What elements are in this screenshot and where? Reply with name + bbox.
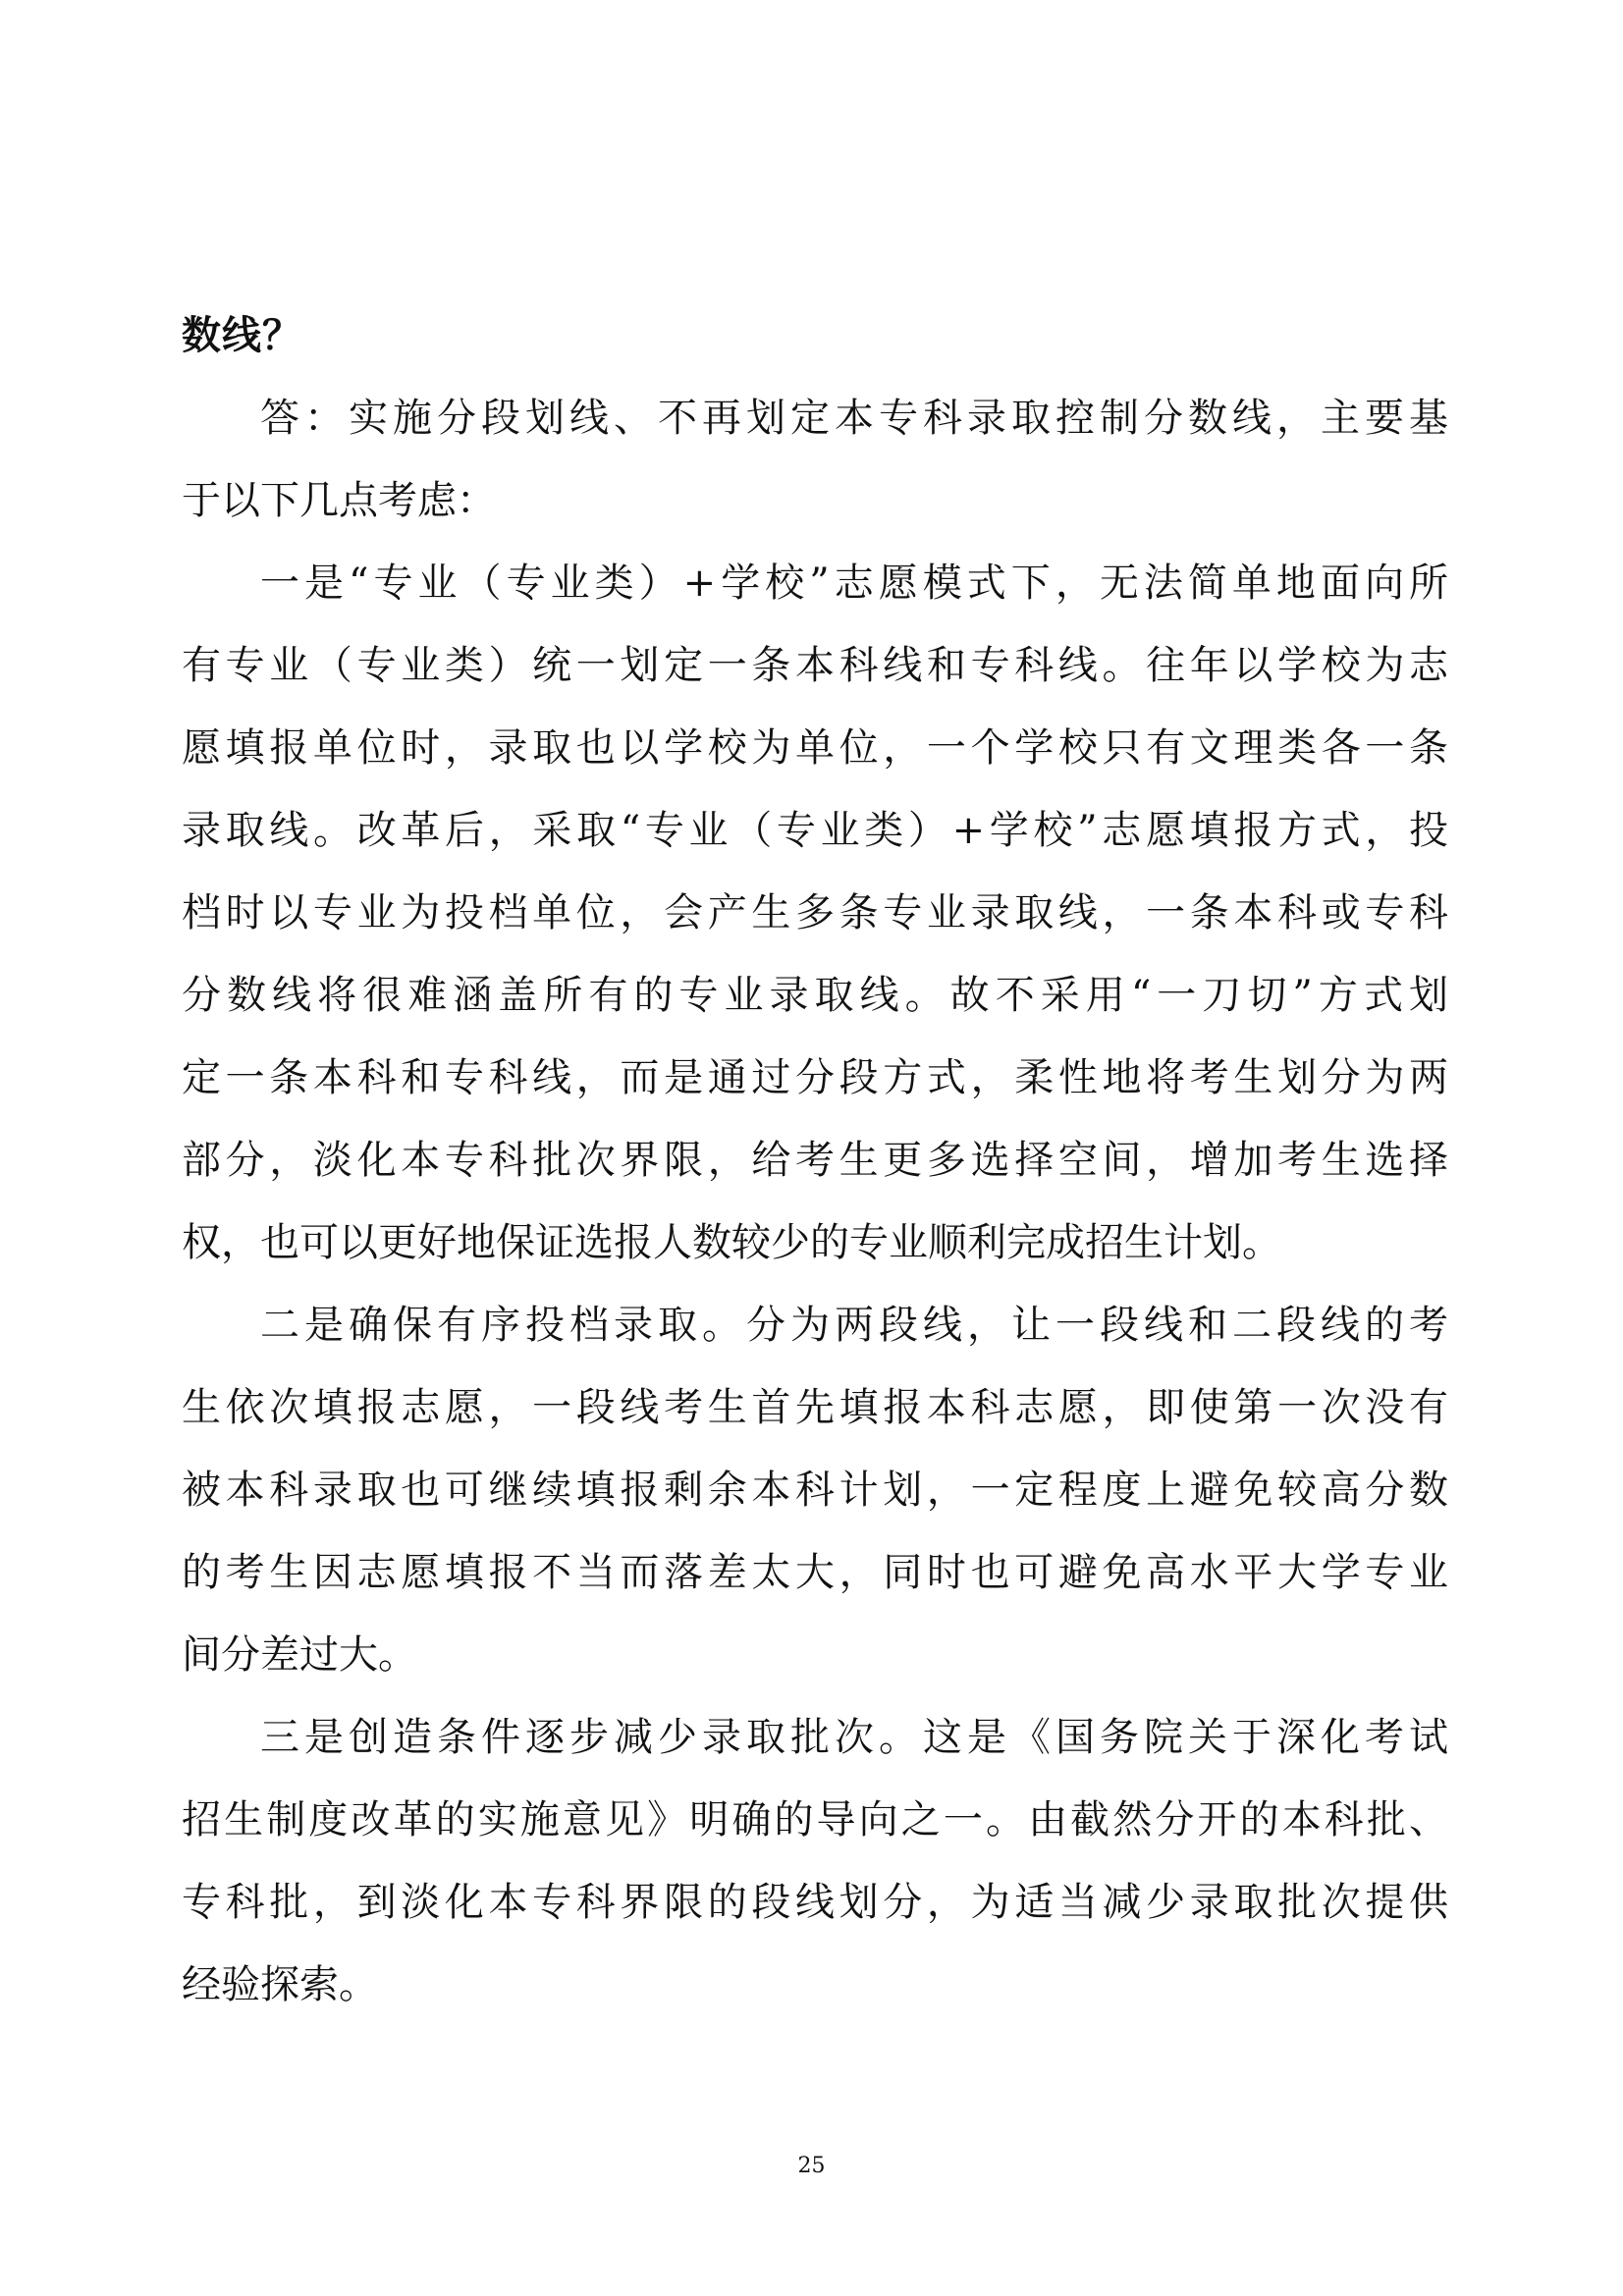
paragraph-point-one-line: 部分，淡化本专科批次界限，给考生更多选择空间，增加考生选择	[182, 1138, 1448, 1183]
paragraph-point-one-line: 愿填报单位时，录取也以学校为单位，一个学校只有文理类各一条	[182, 725, 1448, 771]
paragraph-point-three-line: 经验探索。	[182, 1962, 378, 2007]
paragraph-point-one-line: 录取线。改革后，采取“专业（专业类）+学校”志愿填报方式，投	[182, 808, 1448, 853]
paragraph-point-two-line: 二是确保有序投档录取。分为两段线，让一段线和二段线的考	[260, 1303, 1448, 1348]
paragraph-point-one-line: 有专业（专业类）统一划定一条本科线和专科线。往年以学校为志	[182, 643, 1448, 688]
body-text	[182, 294, 1448, 2026]
paragraph-point-one-line: 权，也可以更好地保证选报人数较少的专业顺利完成招生计划。	[182, 1220, 1281, 1265]
paragraph-point-one-line: 一是“专业（专业类）+学校”志愿模式下，无法简单地面向所	[260, 561, 1448, 606]
paragraph-point-three-line: 专科批，到淡化本专科界限的段线划分，为适当减少录取批次提供	[182, 1880, 1448, 1925]
paragraph-point-one-line: 定一条本科和专科线，而是通过分段方式，柔性地将考生划分为两	[182, 1055, 1448, 1100]
paragraph-point-one-line: 档时以专业为投档单位，会产生多条专业录取线，一条本科或专科	[182, 890, 1448, 935]
page-number: 25	[797, 2154, 826, 2178]
question-continuation-heading: 数线？	[182, 313, 302, 358]
paragraph-answer-line: 于以下几点考虑：	[182, 478, 496, 523]
paragraph-point-two-line: 生依次填报志愿，一段线考生首先填报本科志愿，即使第一次没有	[182, 1385, 1448, 1430]
paragraph-point-three-line: 招生制度改革的实施意见》明确的导向之一。由截然分开的本科批、	[182, 1797, 1448, 1842]
paragraph-point-three-line: 三是创造条件逐步减少录取批次。这是《国务院关于深化考试	[260, 1715, 1448, 1760]
paragraph-point-two-line: 的考生因志愿填报不当而落差太大，同时也可避免高水平大学专业	[182, 1550, 1448, 1595]
paragraph-answer-line: 答：实施分段划线、不再划定本专科录取控制分数线，主要基	[260, 396, 1448, 441]
paragraph-point-one-line: 分数线将很难涵盖所有的专业录取线。故不采用“一刀切”方式划	[182, 973, 1448, 1018]
paragraph-point-two-line: 间分差过大。	[182, 1632, 417, 1678]
paragraph-point-two-line: 被本科录取也可继续填报剩余本科计划，一定程度上避免较高分数	[182, 1468, 1448, 1513]
